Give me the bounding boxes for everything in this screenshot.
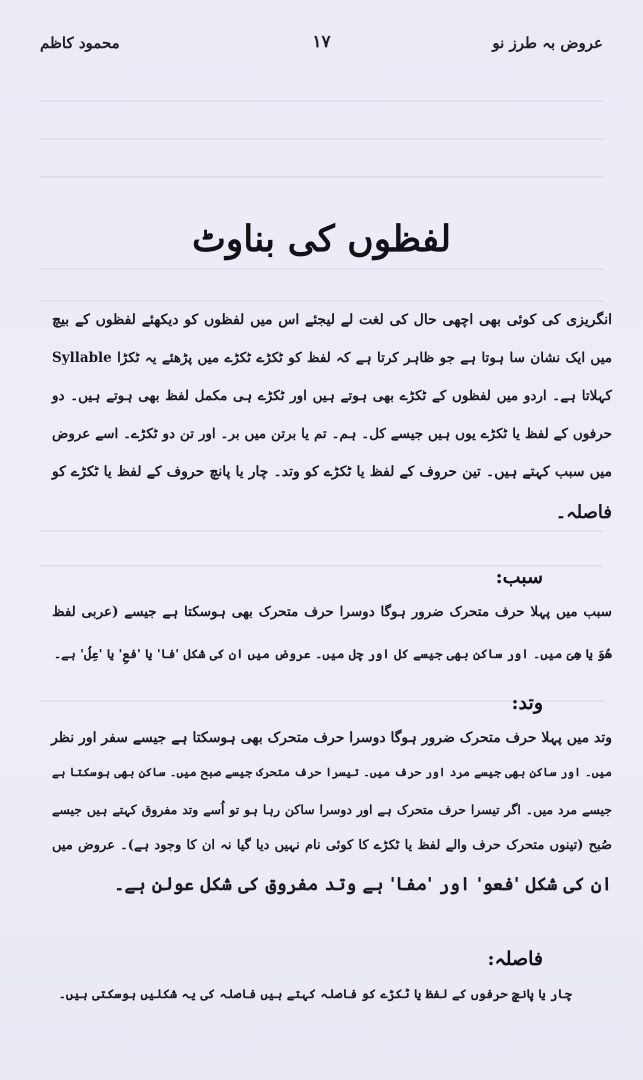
page-header xyxy=(40,34,603,64)
author-name: محمود کاظم xyxy=(40,34,120,52)
bleed-through-line xyxy=(40,300,603,302)
text-line: چار یا پانچ حرفوں کے لفظ یا ٹکڑے کو فاصلہ کہتے ہیں فاصلہ کی یہ شکلیں ہوسکتی ہیں۔ xyxy=(58,986,572,1001)
page-title: لفظوں کی بناوٹ xyxy=(191,218,452,260)
page-number: ۱۷ xyxy=(312,32,331,52)
text-line: حرفوں کے لفظ یا ٹکڑے یوں ہیں جیسے کل۔ ہم۔ تم یا برتن میں بر۔ اور تن دو ٹکڑے۔ اسے عروض xyxy=(52,426,612,442)
watad-heading: وتد: xyxy=(511,692,543,714)
text-line: فاصلہ۔ xyxy=(555,502,612,523)
bleed-through-line xyxy=(40,176,603,178)
text-line: ھُوَ یا ھِیَ میں۔ اور ساکن بھی جیسے کل اور چل میں۔ عروض میں ان کی شکل 'فا' یا 'فعِ' یا 'عِلُ' ہے۔ xyxy=(53,646,612,661)
fasila-paragraph xyxy=(52,986,612,1022)
text-line: میں سبب کہتے ہیں۔ تین حروف کے لفظ یا ٹکڑے کو وتد۔ چار یا پانچ حروف کے لفظ یا ٹکڑے کو xyxy=(52,464,612,480)
text-line: انگریزی کی کوئی بھی اچھی حال کی لغت لے لیجئے اس میں لفظوں کو دیکھئے لفظوں کے بیچ xyxy=(52,312,612,328)
book-title: عروض بہ طرز نو xyxy=(492,34,603,52)
sabab-paragraph xyxy=(52,604,612,688)
bleed-through-line xyxy=(40,268,603,270)
text-line: میں ایک نشان سا ہوتا ہے جو ظاہر کرتا ہے کہ لفظ کو ٹکڑے ٹکڑے میں پڑھئے یہ ٹکڑا Syllable xyxy=(52,350,612,366)
text-line: میں۔ اور ساکن بھی جیسے مرد اور حرف میں۔ تیسرا حرف متحرک جیسے صبح میں۔ ساکن بھی ہوسکتا ہے xyxy=(52,765,612,779)
text-line: سبب میں پہلا حرف متحرک ضرور ہوگا دوسرا حرف متحرک بھی ہوسکتا ہے جیسے (عربی لفظ xyxy=(52,604,612,620)
text-line: صُبح (تینوں متحرک حرف والے لفظ یا ٹکڑے کا کوئی نام نہیں دیا گیا نہ ان کا وجود ہے)۔ عروض میں xyxy=(52,838,612,853)
fasila-heading: فاصلہ: xyxy=(487,948,543,970)
bleed-through-line xyxy=(40,138,603,140)
intro-paragraph xyxy=(52,312,612,540)
text-line: ان کی شکل 'فعو' اور 'مفا' ہے وتد مفروق کی شکل عولن ہے۔ xyxy=(113,874,612,895)
watad-paragraph xyxy=(52,730,612,910)
text-line: وتد میں پہلا حرف متحرک ضرور ہوگا دوسرا حرف متحرک بھی ہوسکتا ہے جیسے سفر اور نظر xyxy=(51,730,612,746)
bleed-through-line xyxy=(40,100,603,102)
sabab-heading: سبب: xyxy=(495,566,543,588)
text-line: کہلاتا ہے۔ اردو میں لفظوں کے ٹکڑے بھی ہوتے ہیں اور ٹکڑے ہی مکمل لفظ بھی ہوتے ہیں۔ دو xyxy=(52,388,612,404)
text-line: جیسے مرد میں۔ اگر تیسرا حرف متحرک ہے اور دوسرا ساکن رہا ہو تو اُسے وتد مفروق کہتے ہیں جیسے xyxy=(52,802,612,817)
